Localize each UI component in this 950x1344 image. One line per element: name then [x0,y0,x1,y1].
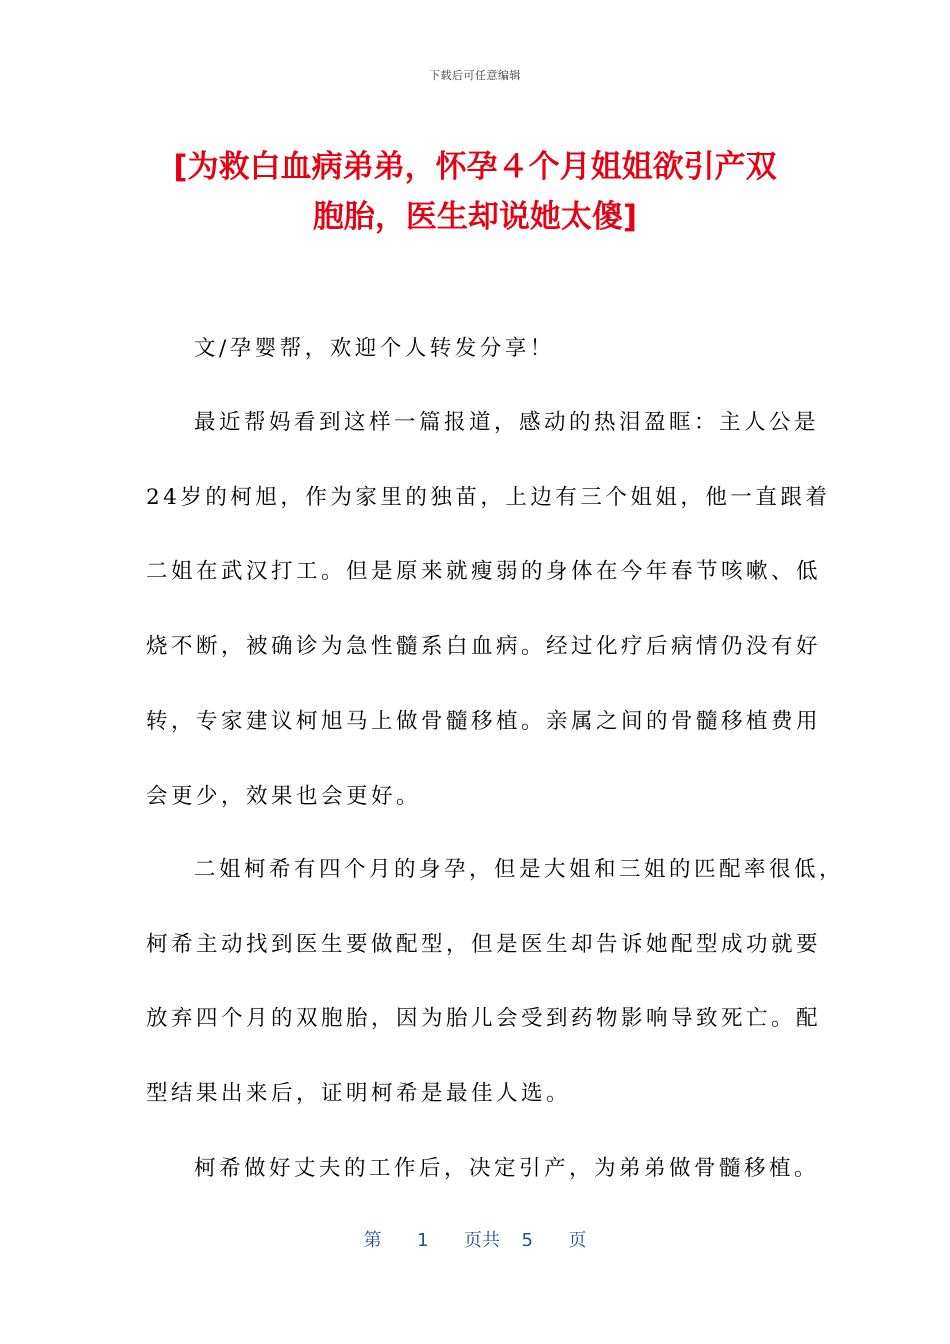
footer-prefix: 第 [363,1230,382,1251]
footer-middle: 页共 [464,1230,500,1251]
header-note: 下载后可任意编辑 [429,69,521,82]
title-line-2: 胞胎，医生却说她太傻] [312,199,638,235]
footer-total-pages: 5 [521,1230,533,1251]
text-line: 烧不断，被确诊为急性髓系白血病。经过化疗后病情仍没有好 [146,634,822,659]
footer-page-number: 1 [417,1230,429,1251]
text-line: 会更少，效果也会更好。 [146,784,422,809]
text-line: 24岁的柯旭，作为家里的独苗，上边有三个姐姐，他一直跟着 [146,485,831,510]
text-line: 文/孕婴帮，欢迎个人转发分享！ [194,336,555,361]
text-line: 柯希主动找到医生要做配型，但是医生却告诉她配型成功就要 [146,932,822,957]
text-line: 转，专家建议柯旭马上做骨髓移植。亲属之间的骨髓移植费用 [146,709,822,734]
text-line: 二姐柯希有四个月的身孕，但是大姐和三姐的匹配率很低， [194,857,845,882]
title-line-1: [为救白血病弟弟，怀孕４个月姐姐欲引产双 [173,149,777,185]
text-line: 最近帮妈看到这样一篇报道，感动的热泪盈眶：主人公是 [194,410,820,435]
text-line: 二姐在武汉打工。但是原来就瘦弱的身体在今年春节咳嗽、低 [146,559,822,584]
page-footer [0,1226,950,1252]
document-title [130,142,820,242]
footer-suffix: 页 [568,1230,587,1251]
text-line: 放弃四个月的双胞胎，因为胎儿会受到药物影响导致死亡。配 [146,1006,822,1031]
text-line: 型结果出来后，证明柯希是最佳人选。 [146,1081,572,1106]
text-line: 柯希做好丈夫的工作后，决定引产，为弟弟做骨髓移植。 [194,1156,820,1181]
